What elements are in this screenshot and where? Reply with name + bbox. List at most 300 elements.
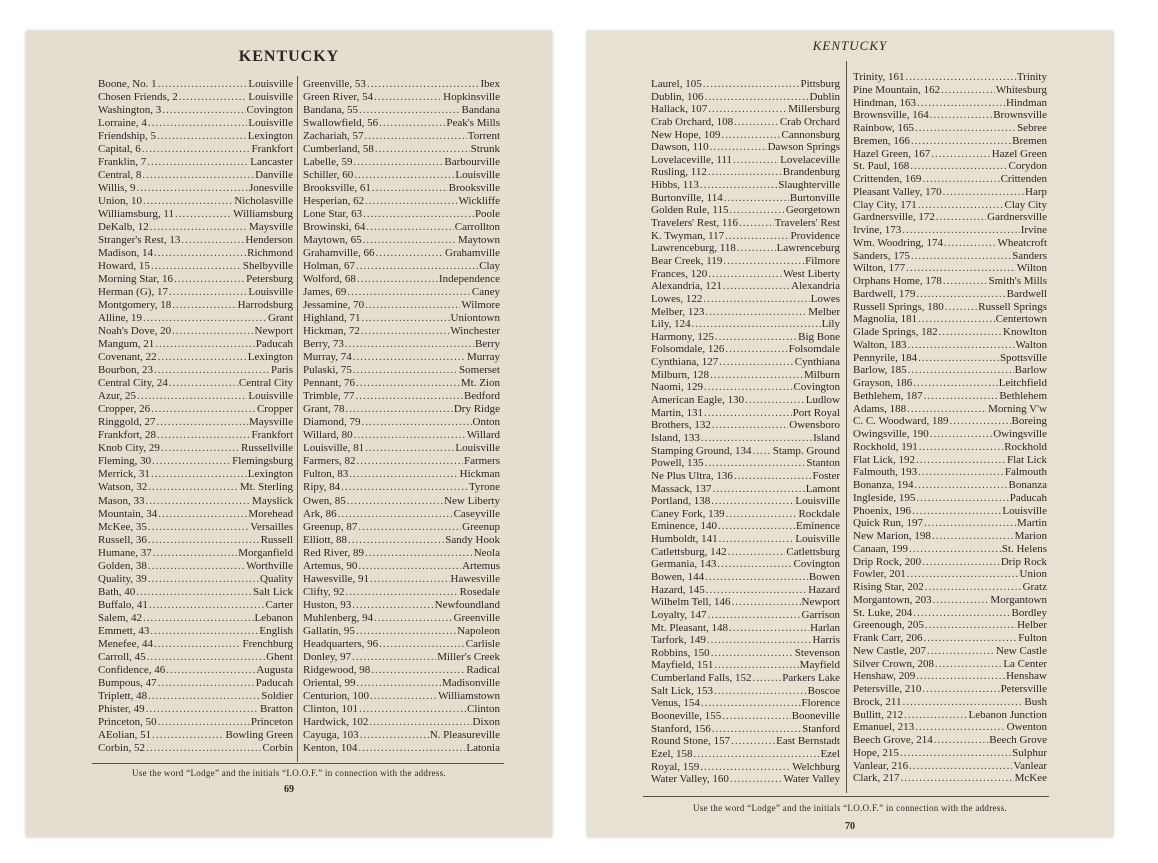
lodge-location: Spottsville <box>999 351 1047 364</box>
dot-leader <box>753 445 772 457</box>
lodge-location: Eminence <box>796 520 840 533</box>
lodge-location: Bowling Green <box>225 728 293 741</box>
lodge-location: Providence <box>790 229 840 242</box>
lodge-location: Paducah <box>1009 491 1047 504</box>
lodge-location: Knowlton <box>1003 326 1047 338</box>
lodge-name: Bethlehem, 187 <box>853 389 923 402</box>
lodge-location: Henshaw <box>1006 670 1047 683</box>
lodge-name: Herman (G), 17 <box>98 286 168 299</box>
lodge-location: Miller's Creek <box>437 650 500 663</box>
lodge-location: Slaughterville <box>778 179 840 192</box>
lodge-entry <box>98 690 293 702</box>
dot-leader <box>917 97 1005 109</box>
lodge-name: Laurel, 105 <box>651 78 702 90</box>
lodge-location: Grahamville <box>445 247 500 260</box>
lodge-name: Dublin, 106 <box>651 90 704 103</box>
lodge-location: Lawrenceburg <box>776 242 840 255</box>
lodge-location: Dixon <box>472 715 500 728</box>
lodge-name: Mountain, 34 <box>98 507 158 520</box>
lodge-entry <box>853 160 1047 172</box>
lodge-entry <box>853 619 1047 631</box>
lodge-location: Stevenson <box>794 646 840 659</box>
dot-leader <box>705 571 808 583</box>
lodge-entry <box>853 390 1047 402</box>
lodge-name: Noah's Dove, 20 <box>98 325 172 338</box>
lodge-entry <box>303 260 500 272</box>
lodge-entry <box>651 242 840 254</box>
lodge-location: Hickman <box>459 468 500 481</box>
lodge-name: Pleasant Valley, 170 <box>853 185 942 198</box>
lodge-entry <box>98 312 293 324</box>
lodge-name: Owen, 85 <box>303 494 346 507</box>
lodge-location: Poole <box>474 208 500 221</box>
lodge-name: Magnolia, 181 <box>853 313 918 326</box>
lodge-name: Brooksville, 61 <box>303 182 371 195</box>
lodge-entry <box>303 651 500 663</box>
lodge-location: Morning V'w <box>988 402 1047 415</box>
dot-leader <box>169 377 238 389</box>
dot-leader <box>729 622 809 634</box>
lodge-entry <box>303 703 500 715</box>
lodge-entry <box>303 273 500 285</box>
lodge-name: Zachariah, 57 <box>303 130 364 143</box>
lodge-name: Martin, 131 <box>651 406 703 419</box>
dot-leader <box>352 651 436 663</box>
dot-leader <box>363 208 474 220</box>
lodge-location: Ludlow <box>805 394 840 407</box>
dot-leader <box>365 299 460 311</box>
lodge-location: Louisville <box>795 533 840 546</box>
dot-leader <box>909 760 1012 772</box>
dot-leader <box>910 160 1007 172</box>
lodge-location: Dublin <box>809 90 840 103</box>
lodge-entry <box>651 432 840 444</box>
lodge-entry <box>98 677 293 689</box>
dot-leader <box>157 130 247 142</box>
dot-leader <box>175 208 232 220</box>
lodge-name: Sanders, 175 <box>853 249 910 262</box>
dot-leader <box>941 84 995 96</box>
lodge-entry <box>853 454 1047 466</box>
dot-leader <box>379 117 445 129</box>
lodge-entry <box>98 455 293 467</box>
lodge-name: Clark, 217 <box>853 772 900 785</box>
dot-leader <box>710 369 803 381</box>
lodge-name: Fowler, 201 <box>853 568 906 581</box>
lodge-name: Crab Orchard, 108 <box>651 115 734 128</box>
lodge-entry <box>651 129 840 141</box>
dot-leader <box>704 407 792 419</box>
lodge-name: Brownsville, 164 <box>853 109 929 122</box>
lodge-entry <box>853 301 1047 313</box>
lodge-location: Tyrone <box>469 481 500 494</box>
lodge-location: Radical <box>466 663 500 676</box>
lodge-location: Petersville <box>1000 683 1047 695</box>
dot-leader <box>156 416 248 428</box>
lodge-entry <box>98 664 293 676</box>
lodge-entry <box>853 339 1047 351</box>
dot-leader <box>919 441 1003 453</box>
dot-leader <box>922 683 999 695</box>
lodge-entry <box>98 260 293 272</box>
dot-leader <box>354 429 466 441</box>
dot-leader <box>925 581 1022 593</box>
lodge-entry <box>853 262 1047 274</box>
dot-leader <box>924 517 1016 529</box>
lodge-column <box>651 78 840 786</box>
lodge-location: Newport <box>801 596 840 609</box>
lodge-entry <box>98 390 293 402</box>
lodge-entry <box>98 338 293 350</box>
lodge-location: Stanton <box>806 457 840 470</box>
lodge-entry <box>651 634 840 646</box>
lodge-entry <box>853 428 1047 440</box>
lodge-name: Rockhold, 191 <box>853 440 918 453</box>
dot-leader <box>347 286 471 298</box>
lodge-name: Trinity, 161 <box>853 71 905 83</box>
lodge-entry <box>303 117 500 129</box>
lodge-name: Wolford, 68 <box>303 273 356 286</box>
lodge-location: Irvine <box>1020 224 1047 236</box>
lodge-name: Holman, 67 <box>303 260 355 273</box>
dot-leader <box>722 710 790 722</box>
lodge-entry <box>98 364 293 376</box>
lodge-entry <box>98 612 293 624</box>
lodge-name: New Marion, 198 <box>853 530 931 542</box>
lodge-entry <box>853 530 1047 542</box>
lodge-location: St. Helens <box>1001 542 1047 555</box>
lodge-location: Filmore <box>805 254 840 267</box>
page-number: 69 <box>284 784 294 795</box>
lodge-location: Port Royal <box>792 406 840 419</box>
lodge-entry <box>303 521 500 533</box>
lodge-name: Lawrenceburg, 118 <box>651 242 736 255</box>
lodge-name: Ne Plus Ultra, 136 <box>651 469 733 482</box>
dot-leader <box>900 772 1013 784</box>
lodge-location: East Bernstadt <box>776 735 840 748</box>
lodge-entry <box>303 208 500 220</box>
lodge-name: Kenton, 104 <box>303 741 358 754</box>
lodge-location: Harp <box>1025 185 1047 198</box>
lodge-name: Alexandria, 121 <box>651 280 722 293</box>
dot-leader <box>375 247 444 259</box>
lodge-location: Ghent <box>266 650 293 663</box>
lodge-name: Barlow, 185 <box>853 364 907 377</box>
lodge-entry <box>98 729 293 741</box>
dot-leader <box>912 505 1001 517</box>
lodge-entry <box>853 543 1047 555</box>
lodge-name: Bourbon, 23 <box>98 364 153 377</box>
dot-leader <box>370 690 437 702</box>
lodge-location: Drip Rock <box>1000 555 1047 568</box>
lodge-name: St. Paul, 168 <box>853 160 910 173</box>
dot-leader <box>361 325 450 337</box>
lodge-name: Ridgewood, 98 <box>303 663 371 676</box>
lodge-name: Berry, 73 <box>303 338 344 351</box>
dot-leader <box>706 584 807 596</box>
dot-leader <box>708 609 801 621</box>
lodge-location: Flemingsburg <box>232 455 293 468</box>
lodge-entry <box>853 696 1047 708</box>
lodge-entry <box>853 237 1047 249</box>
lodge-name: Crittenden, 169 <box>853 173 922 185</box>
lodge-location: Florence <box>801 697 840 710</box>
lodge-location: Owenton <box>1006 721 1047 734</box>
lodge-location: Brandenburg <box>782 166 840 179</box>
lodge-location: Soldier <box>261 689 293 702</box>
lodge-entry <box>853 479 1047 491</box>
lodge-name: Dawson, 110 <box>651 141 709 154</box>
lodge-entry <box>651 723 840 735</box>
dot-leader <box>918 466 1004 478</box>
lodge-location: Georgetown <box>785 204 840 217</box>
lodge-location: Martin <box>1017 517 1047 530</box>
lodge-entry <box>651 748 840 760</box>
lodge-location: Mt. Zion <box>460 377 500 390</box>
lodge-name: Greenup, 87 <box>303 520 358 533</box>
lodge-entry <box>853 721 1047 733</box>
lodge-entry <box>853 760 1047 772</box>
dot-leader <box>154 638 242 650</box>
lodge-name: Pine Mountain, 162 <box>853 83 941 96</box>
lodge-entry <box>651 369 840 381</box>
dot-leader <box>714 685 807 697</box>
dot-leader <box>143 312 267 324</box>
lodge-entry <box>853 441 1047 453</box>
dot-leader <box>739 217 774 229</box>
lodge-entry <box>98 508 293 520</box>
lodge-location: Walton <box>1015 338 1047 351</box>
lodge-entry <box>98 742 293 754</box>
right-page <box>587 31 1113 837</box>
lodge-name: Silver Crown, 208 <box>853 657 934 670</box>
lodge-entry <box>651 672 840 684</box>
dot-leader <box>365 547 473 559</box>
dot-leader <box>365 442 454 454</box>
lodge-name: Bath, 40 <box>98 585 136 598</box>
lodge-entry <box>98 416 293 428</box>
lodge-entry <box>303 416 500 428</box>
lodge-location: Bremen <box>1012 134 1047 147</box>
lodge-name: Mason, 33 <box>98 494 145 507</box>
lodge-entry <box>651 470 840 482</box>
dot-leader <box>721 129 780 141</box>
dot-leader <box>152 729 224 741</box>
dot-leader <box>179 91 248 103</box>
lodge-name: Mangum, 21 <box>98 338 155 351</box>
lodge-name: Island, 133 <box>651 431 700 444</box>
lodge-location: Wheatcroft <box>997 236 1047 249</box>
dot-leader <box>930 109 992 121</box>
lodge-entry <box>98 130 293 142</box>
dot-leader <box>151 468 247 480</box>
dot-leader <box>367 78 480 90</box>
lodge-location: Rosedale <box>459 585 500 598</box>
dot-leader <box>945 301 977 313</box>
lodge-name: Catlettsburg, 142 <box>651 545 727 558</box>
lodge-entry <box>98 182 293 194</box>
lodge-name: Headquarters, 96 <box>303 637 379 650</box>
dot-leader <box>151 403 256 415</box>
lodge-name: Vanlear, 216 <box>853 759 909 772</box>
lodge-entry <box>303 690 500 702</box>
lodge-location: Madisonville <box>441 676 500 689</box>
dot-leader <box>356 390 463 402</box>
lodge-name: C. C. Woodward, 189 <box>853 415 949 428</box>
lodge-location: Artemus <box>462 559 500 572</box>
lodge-entry <box>853 403 1047 415</box>
lodge-name: Germania, 143 <box>651 558 717 571</box>
lodge-location: Farmers <box>463 455 500 468</box>
lodge-entry <box>98 91 293 103</box>
lodge-name: Central, 8 <box>98 169 142 182</box>
lodge-location: Sebree <box>1017 122 1047 134</box>
lodge-entry <box>303 442 500 454</box>
lodge-location: Cropper <box>256 403 293 416</box>
lodge-name: Centurion, 100 <box>303 689 369 702</box>
lodge-location: Trinity <box>1016 71 1047 83</box>
lodge-location: Uniontown <box>450 312 500 325</box>
lodge-location: Sulphur <box>1012 746 1047 759</box>
lodge-name: Williamsburg, 11 <box>98 208 174 221</box>
lodge-location: Carrollton <box>454 221 500 234</box>
lodge-name: Mt. Pleasant, 148 <box>651 621 728 634</box>
lodge-entry <box>303 625 500 637</box>
dot-leader <box>148 117 248 129</box>
dot-leader <box>949 415 1010 427</box>
lodge-name: Union, 10 <box>98 195 142 208</box>
lodge-name: Donley, 97 <box>303 650 352 663</box>
lodge-name: Louisville, 81 <box>303 442 365 455</box>
lodge-entry <box>303 364 500 376</box>
lodge-name: Chosen Friends, 2 <box>98 91 178 104</box>
lodge-name: Bowen, 144 <box>651 570 705 583</box>
lodge-entry <box>98 234 293 246</box>
dot-leader <box>930 428 992 440</box>
dot-leader <box>158 78 248 90</box>
lodge-location: Richmond <box>247 247 293 260</box>
lodge-entry <box>98 208 293 220</box>
dot-leader <box>902 224 1019 236</box>
lodge-name: Travelers' Rest, 116 <box>651 217 739 230</box>
dot-leader <box>146 703 259 715</box>
dot-leader <box>375 143 470 155</box>
lodge-name: Browinski, 64 <box>303 221 366 234</box>
lodge-name: Hibbs, 113 <box>651 179 699 192</box>
lodge-entry <box>651 685 840 697</box>
dot-leader <box>715 331 797 343</box>
lodge-name: Walton, 183 <box>853 338 907 351</box>
lodge-location: Petersburg <box>246 273 293 286</box>
lodge-location: Greenville <box>453 611 500 624</box>
lodge-name: Carroll, 45 <box>98 650 146 663</box>
dot-leader <box>710 141 767 153</box>
lodge-location: Russell Springs <box>978 300 1047 313</box>
lodge-location: Hawesville <box>450 572 500 585</box>
lodge-location: Louisville <box>455 442 500 455</box>
lodge-location: Hindman <box>1006 96 1047 109</box>
lodge-name: Huston, 93 <box>303 598 352 611</box>
lodge-entry <box>853 71 1047 83</box>
lodge-entry <box>303 455 500 467</box>
lodge-location: McKee <box>1014 772 1047 785</box>
lodge-location: Paducah <box>255 338 293 351</box>
dot-leader <box>158 508 247 520</box>
lodge-location: Latonia <box>466 741 500 754</box>
lodge-location: Paducah <box>255 676 293 689</box>
lodge-entry <box>853 97 1047 109</box>
lodge-entry <box>98 468 293 480</box>
dot-leader <box>708 103 787 115</box>
dot-leader <box>148 560 245 572</box>
lodge-entry <box>651 103 840 115</box>
dot-leader <box>936 211 986 223</box>
lodge-location: Williamstown <box>438 689 500 702</box>
lodge-entry <box>98 156 293 168</box>
lodge-name: Wilton, 177 <box>853 262 906 275</box>
dot-leader <box>356 377 460 389</box>
lodge-entry <box>98 325 293 337</box>
lodge-location: Paris <box>271 364 293 377</box>
lodge-location: West Liberty <box>783 267 840 280</box>
lodge-name: Bremen, 166 <box>853 134 910 147</box>
lodge-name: Bear Creek, 119 <box>651 254 723 267</box>
lodge-name: Stanford, 156 <box>651 722 711 735</box>
lodge-name: Bumpous, 47 <box>98 676 157 689</box>
lodge-entry <box>651 318 840 330</box>
lodge-name: Irvine, 173 <box>853 224 902 236</box>
page-heading: KENTUCKY <box>812 38 888 53</box>
dot-leader <box>906 262 1016 274</box>
lodge-entry <box>98 599 293 611</box>
dot-leader <box>143 612 254 624</box>
lodge-entry <box>853 632 1047 644</box>
dot-leader <box>719 533 795 545</box>
lodge-name: Trimble, 77 <box>303 390 355 403</box>
dot-leader <box>359 703 466 715</box>
dot-leader <box>379 638 465 650</box>
lodge-entry <box>651 558 840 570</box>
dot-leader <box>943 275 988 287</box>
lodge-entry <box>98 442 293 454</box>
lodge-location: Louisville <box>248 91 293 104</box>
lodge-entry <box>853 109 1047 121</box>
lodge-location: Pittsburg <box>800 78 840 90</box>
dot-leader <box>904 709 967 721</box>
dot-leader <box>136 586 252 598</box>
lodge-entry <box>853 747 1047 759</box>
lodge-name: Montgomery, 18 <box>98 299 172 312</box>
dot-leader <box>934 734 989 746</box>
dot-leader <box>360 729 429 741</box>
lodge-entry <box>651 546 840 558</box>
lodge-entry <box>651 356 840 368</box>
dot-leader <box>924 390 999 402</box>
lodge-name: Red River, 89 <box>303 546 364 559</box>
dot-leader <box>915 122 1016 134</box>
dot-leader <box>366 221 453 233</box>
lodge-entry <box>853 594 1047 606</box>
lodge-name: Morgantown, 203 <box>853 593 932 606</box>
dot-leader <box>918 313 995 325</box>
lodge-name: Wm. Woodring, 174 <box>853 236 943 249</box>
lodge-name: Venus, 154 <box>651 697 700 710</box>
lodge-name: Portland, 138 <box>651 495 711 508</box>
lodge-entry <box>853 364 1047 376</box>
dot-leader <box>346 403 453 415</box>
dot-leader <box>918 352 999 364</box>
dot-leader <box>142 169 254 181</box>
